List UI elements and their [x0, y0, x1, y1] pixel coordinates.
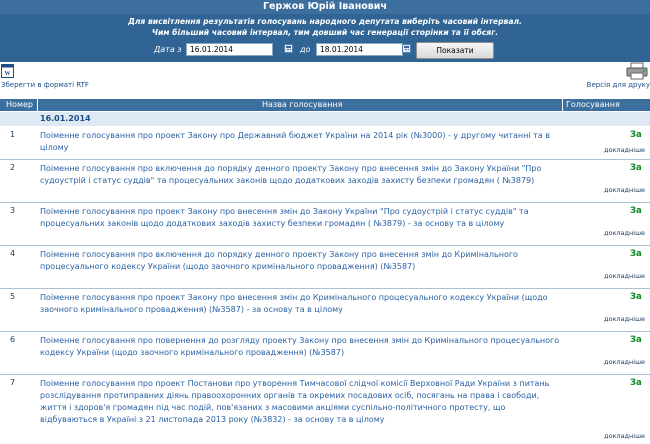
- date-from-label: Дата з: [154, 45, 182, 54]
- hint-line-1: Для висвітлення результатів голосувань народного депутата виберіть часовий інтервал.: [128, 17, 522, 26]
- deputy-vote: За: [630, 130, 642, 140]
- hint-line-2: Чим більший часовий інтервал, тим довший час генерації сторінки та її обсяг.: [151, 28, 499, 37]
- printer-icon[interactable]: [626, 62, 648, 80]
- save-rtf-link[interactable]: Зберегти в форматі RTF: [1, 81, 89, 89]
- details-link[interactable]: докладніше: [604, 315, 646, 323]
- vote-title-link[interactable]: Поіменне голосування про включення до порядку денного проекту Закону про внесення змін до Закону України "Про судоустрій і статус суддів" та процесуальних законів щодо додаткових заходів захисту безпеки громадян ( №3879): [40, 164, 542, 185]
- row-number: 3: [10, 206, 16, 215]
- date-to-input[interactable]: 18.01.2014: [316, 43, 403, 56]
- table-row: [0, 246, 650, 289]
- toolbar: [0, 62, 650, 98]
- row-number: 7: [10, 378, 16, 387]
- details-link[interactable]: докладніше: [604, 432, 646, 440]
- calendar-icon[interactable]: [402, 44, 411, 53]
- deputy-vote: За: [630, 335, 642, 345]
- table-row: [0, 160, 650, 203]
- table-row: [0, 203, 650, 246]
- column-header-number: Номер: [6, 100, 33, 109]
- row-number: 2: [10, 163, 16, 172]
- deputy-vote: За: [630, 378, 642, 388]
- details-link[interactable]: докладніше: [604, 146, 646, 154]
- row-number: 1: [10, 130, 16, 139]
- vote-title-link[interactable]: Поіменне голосування про проект Постанови про утворення Тимчасової слідчої комісії Верховної Ради України з питань розслідування протиправних діянь правоохоронних органів та окремих посадових осіб, посягань на права і свободи, життя і здоров'я громадян під час подій, пов'язаних з масовими акціями суспільно-політичного протесту, що відбуваються в Україні з 21 листопада 2013 року (№3832) - за основу та в цілому: [40, 379, 550, 424]
- table-row: [0, 289, 650, 332]
- date-range-row: [0, 41, 650, 59]
- deputy-vote: За: [630, 206, 642, 216]
- row-number: 4: [10, 249, 16, 258]
- date-group-row: [0, 112, 650, 126]
- details-link[interactable]: докладніше: [604, 229, 646, 237]
- table-row: [0, 375, 650, 444]
- vote-title-link[interactable]: Поіменне голосування про включення до порядку денного проекту Закону про внесення змін до Кримінального процесуального кодексу України (щодо заочного кримінального провадження) (№3587): [40, 250, 518, 271]
- vote-title-link[interactable]: Поіменне голосування про проект Закону про внесення змін до Кримінального процесуального кодексу України (щодо заочного кримінального провадження) (№3587) - за основу та в цілому: [40, 293, 548, 314]
- svg-text:W: W: [4, 71, 11, 77]
- deputy-vote: За: [630, 292, 642, 302]
- row-number: 6: [10, 335, 16, 344]
- row-number: 5: [10, 292, 16, 301]
- deputy-vote: За: [630, 249, 642, 259]
- filter-panel: [0, 14, 650, 62]
- calendar-icon[interactable]: [284, 44, 293, 53]
- table-row: [0, 127, 650, 160]
- table-header: [0, 99, 650, 111]
- print-version-link[interactable]: Версія для друку: [586, 81, 650, 89]
- rtf-document-icon[interactable]: [1, 64, 14, 78]
- details-link[interactable]: докладніше: [604, 272, 646, 280]
- deputy-name-title: Гержов Юрій Іванович: [0, 0, 650, 14]
- column-header-name: Назва голосування: [262, 100, 343, 109]
- date-to-label: до: [300, 45, 311, 54]
- date-from-input[interactable]: 16.01.2014: [186, 43, 273, 56]
- column-header-vote: Голосування: [566, 100, 620, 109]
- vote-title-link[interactable]: Поіменне голосування про повернення до розгляду проекту Закону про внесення змін до Кримінального процесуального кодексу України (щодо заочного кримінального провадження) (№3587): [40, 336, 560, 357]
- show-button[interactable]: Показати: [416, 42, 494, 59]
- details-link[interactable]: докладніше: [604, 186, 646, 194]
- deputy-vote: За: [630, 163, 642, 173]
- vote-title-link[interactable]: Поіменне голосування про проект Закону про Державний бюджет України на 2014 рік (№3000) - у другому читанні та в цілому: [40, 131, 550, 152]
- table-row: [0, 332, 650, 375]
- date-group-label: 16.01.2014: [40, 114, 91, 123]
- vote-title-link[interactable]: Поіменне голосування про проект Закону про внесення змін до Закону України "Про судоустрій і статус суддів" та процесуальних законів щодо додаткових заходів захисту безпеки громадян ( №3879) - за основу та в цілому: [40, 207, 529, 228]
- details-link[interactable]: докладніше: [604, 358, 646, 366]
